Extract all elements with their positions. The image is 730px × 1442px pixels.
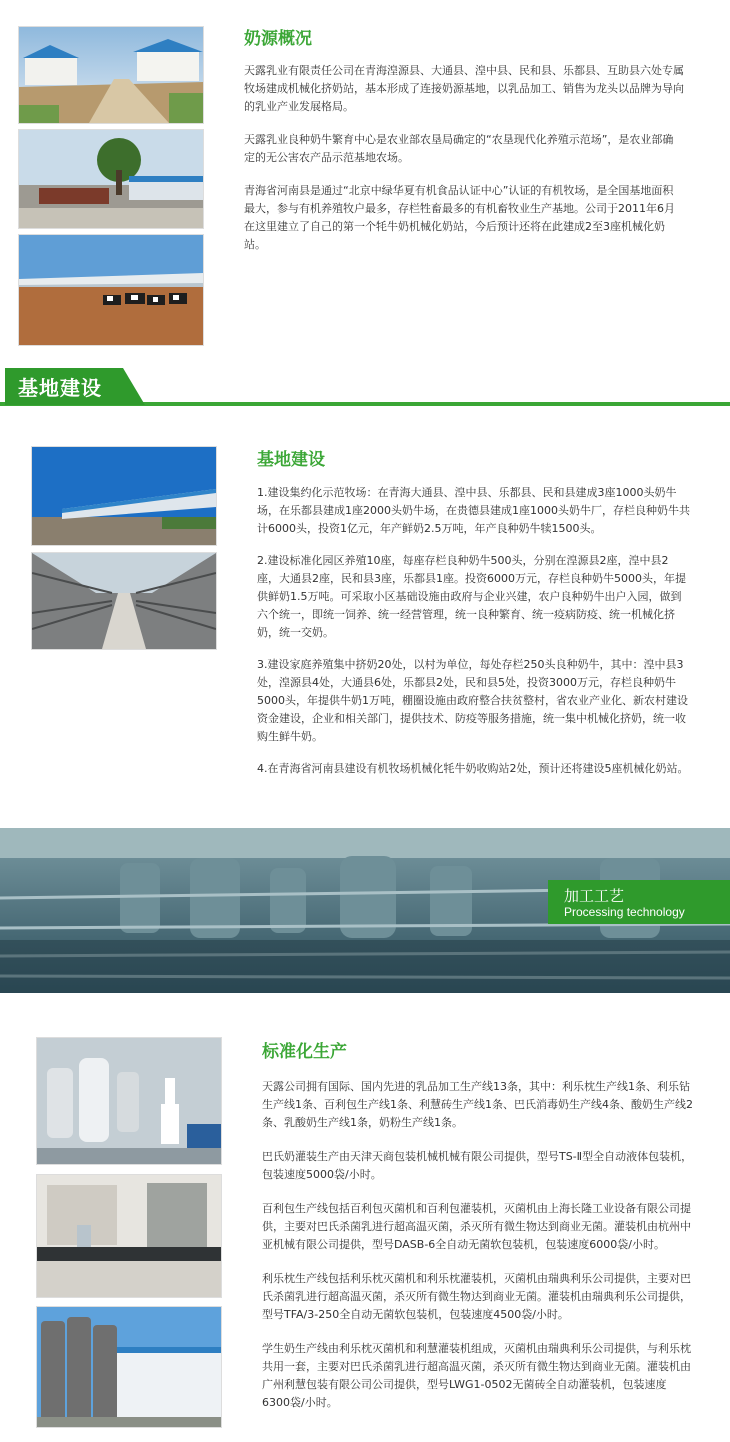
list-item: 4.在青海省河南县建设有机牧场机械化牦牛奶收购站2处，预计还将建设5座机械化奶站。 xyxy=(257,762,689,775)
base-construction-list xyxy=(257,484,690,778)
paragraph: 青海省河南县是通过“北京中绿华夏有机食品认证中心”认证的有机牧场，是全国基地面积最大，参与有机养殖牧户最多，存栏牲畜最多的有机畜牧业生产基地。公司于2011年6月在这里建立了自己的第一个牦牛奶机械化奶站，今后预计还将在此建成2至3座机械化奶站。 xyxy=(244,184,675,251)
paragraph: 天露乳业良种奶牛繁育中心是农业部农垦局确定的“农垦现代化养殖示范场”，是农业部确定的无公害农产品示范基地农场。 xyxy=(244,133,674,164)
list-item: 2.建设标准化园区养殖10座，每座存栏良种奶牛500头，分别在湟源县2座，湟中县2座，大通县2座，民和县3座，乐都县1座。投资6000万元，存栏良种奶牛5000头，年提供鲜奶1.5万吨。可采取小区基础设施由政府与企业兴建，农户良种奶牛出户入园，做到六个统一，即统一饲养、统一经营管理，统一良种繁育、统一疫病防疫、统一机械化挤奶，统一交奶。 xyxy=(257,554,686,639)
milk-source-text xyxy=(244,62,684,254)
paragraph: 天露公司拥有国际、国内先进的乳品加工生产线13条，其中：利乐枕生产线1条、利乐钻生产线1条、百利包生产线1条、利慧砖生产线1条、巴氏消毒奶生产线4条、酸奶生产线2条、乳酸奶生产线1条，奶粉生产线1条。 xyxy=(262,1080,693,1129)
processing-badge-en: Processing technology xyxy=(564,905,685,919)
section-title-standard-production: 标准化生产 xyxy=(262,1042,347,1062)
section-tab-label: 基地建设 xyxy=(18,376,102,400)
processing-badge xyxy=(548,880,730,924)
section-title-milk-source: 奶源概况 xyxy=(244,29,312,49)
production-photo-lab xyxy=(36,1174,222,1298)
paragraph: 学生奶生产线由利乐枕灭菌机和利慧灌装机组成，灭菌机由瑞典利乐公司提供，与利乐枕共用一套，主要对巴氏杀菌乳进行超高温灭菌，杀灭所有微生物达到商业无菌。灌装机由广州利慧包装有限公司公司提供，型号LWG1-0502无菌砖全自动灌装机，包装速度6300袋/小时。 xyxy=(262,1342,691,1409)
section-title-base-construction: 基地建设 xyxy=(257,450,325,470)
paragraph: 百利包生产线包括百利包灭菌机和百利包灌装机，灭菌机由上海长隆工业设备有限公司提供，主要对巴氏杀菌乳进行超高温灭菌，杀灭所有微生物达到商业无菌。灌装机由杭州中亚机械有限公司提供，型号DASB-6全自动无菌软包装机，包装速度6000袋/小时。 xyxy=(262,1202,691,1251)
production-photo-tanks xyxy=(36,1306,222,1428)
base-photo-barn-interior xyxy=(31,552,217,650)
farm-photo-gate xyxy=(18,129,204,229)
list-item: 1.建设集约化示范牧场：在青海大通县、湟中县、乐都县、民和县建成3座1000头奶牛场，在乐都县建成1座2000头奶牛场，在贵德县建成1座1000头奶牛厂，存栏良种奶牛共计6000头，投资1亿元，年产鲜奶2.5万吨，年产良种奶牛犊1500头。 xyxy=(257,486,690,535)
processing-badge-cn: 加工工艺 xyxy=(564,887,625,905)
base-photo-barn-roof xyxy=(31,446,217,546)
farm-photo-barns xyxy=(18,26,204,124)
list-item: 3.建设家庭养殖集中挤奶20处，以村为单位，每处存栏250头良种奶牛，其中：湟中县3处，湟源县4处，大通县6处，乐都县2处，民和县5处，投资3000万元，存栏良种奶牛5000头，年提供牛奶1万吨，棚圈设施由政府整合扶贫整村，省农业产业化、新农村建设资金建设，企业和相关部门，提供技术、防疫等服务措施，统一集中机械化挤奶，统一收购生鲜牛奶。 xyxy=(257,658,688,743)
production-photo-equipment xyxy=(36,1037,222,1165)
paragraph: 利乐枕生产线包括利乐枕灭菌机和利乐枕灌装机，灭菌机由瑞典利乐公司提供，主要对巴氏杀菌乳进行超高温灭菌，杀灭所有微生物达到商业无菌。灌装机由瑞典利乐公司提供，型号TFA/3-250全自动无菌软包装机，包装速度4500袋/小时。 xyxy=(262,1272,691,1321)
paragraph: 巴氏奶灌装生产由天津天商包装机械机械有限公司提供，型号TS-Ⅱ型全自动液体包装机，包装速度5000袋/小时。 xyxy=(262,1150,693,1181)
farm-photo-cows xyxy=(18,234,204,346)
standard-production-text xyxy=(262,1078,694,1412)
paragraph: 天露乳业有限责任公司在青海湟源县、大通县、湟中县、民和县、乐都县、互助县六处专属牧场建成机械化挤奶站，基本形成了连接奶源基地，以乳品加工、销售为龙头以品牌为导向的乳业产业发展格局。 xyxy=(244,64,684,113)
